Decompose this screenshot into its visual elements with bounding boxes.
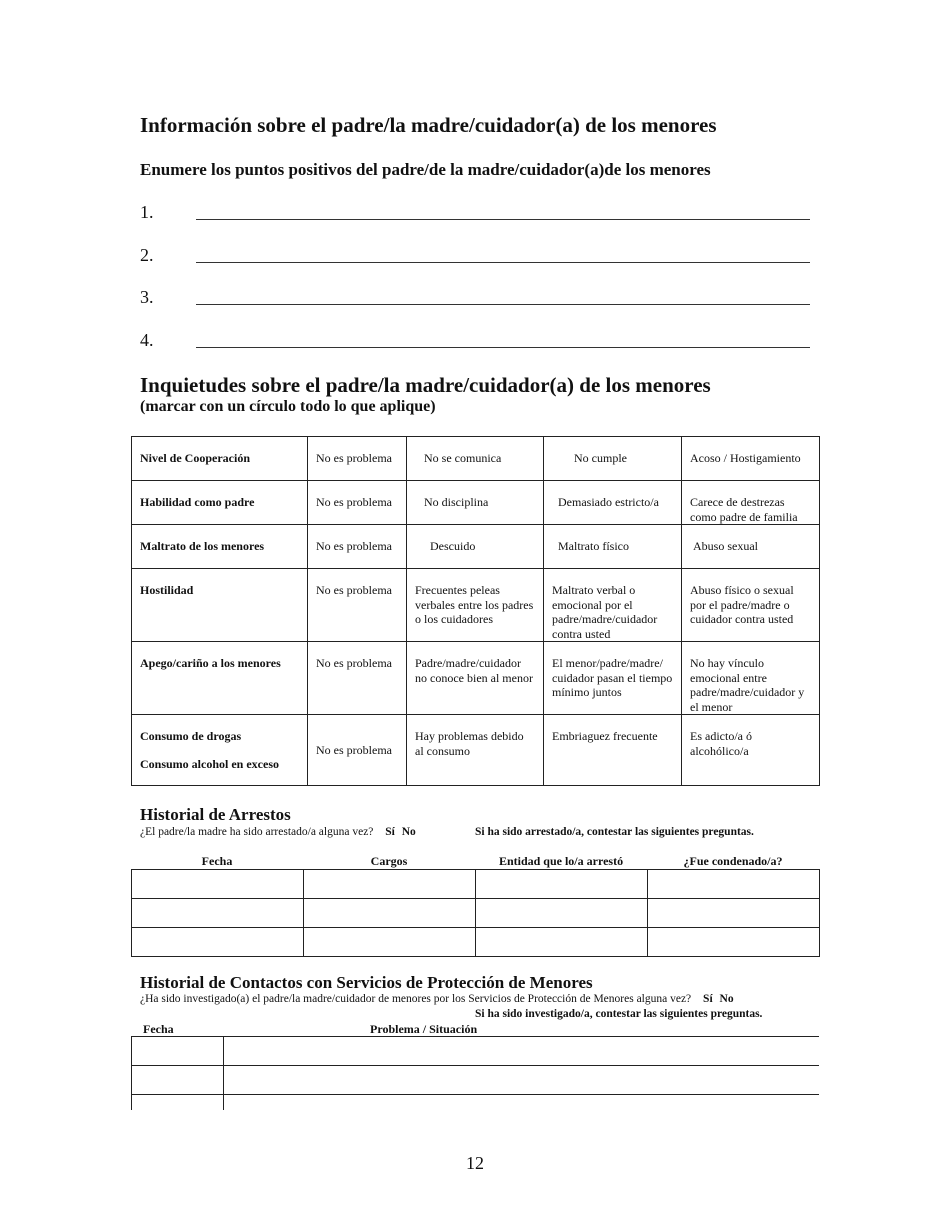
- list-number-1: 1.: [140, 202, 154, 222]
- cps-yes-option[interactable]: Sí: [703, 993, 713, 1005]
- row-label: Habilidad como padre: [132, 481, 308, 525]
- option-cell[interactable]: No es problema: [308, 525, 407, 569]
- answer-line-2[interactable]: [196, 262, 810, 263]
- agency-cell[interactable]: [476, 928, 648, 957]
- concern-row-substance: [132, 715, 820, 786]
- cps-table: [131, 1036, 819, 1110]
- date-cell[interactable]: [132, 870, 304, 899]
- convicted-cell[interactable]: [648, 928, 820, 957]
- option-cell[interactable]: Embriaguez frecuente: [544, 715, 682, 786]
- row-label: Maltrato de los menores: [132, 525, 308, 569]
- column-header-charges: Cargos: [370, 854, 408, 868]
- option-cell[interactable]: No hay vínculo emocional entre padre/madre/cuidador y el menor: [682, 642, 820, 715]
- list-number-2: 2.: [140, 245, 154, 265]
- concern-row-cooperation: [132, 437, 820, 481]
- concern-row-hostility: [132, 569, 820, 642]
- option-cell[interactable]: Abuso físico o sexual por el padre/madre o cuidador contra usted: [682, 569, 820, 642]
- option-cell[interactable]: Carece de destrezas como padre de familia: [682, 481, 820, 525]
- column-header-date: Fecha: [201, 854, 233, 868]
- option-cell[interactable]: Acoso / Hostigamiento: [682, 437, 820, 481]
- row-label-alcohol: Consumo alcohol en exceso: [140, 757, 279, 771]
- option-cell[interactable]: No es problema: [308, 715, 407, 786]
- date-cell[interactable]: [132, 1095, 224, 1111]
- table-row: [132, 1095, 820, 1111]
- page-number: 12: [466, 1153, 484, 1173]
- option-cell[interactable]: No disciplina: [407, 481, 544, 525]
- answer-line-1[interactable]: [196, 219, 810, 220]
- section-title-cps: Historial de Contactos con Servicios de Protección de Menores: [140, 973, 593, 992]
- option-cell[interactable]: No es problema: [308, 569, 407, 642]
- answer-line-4[interactable]: [196, 347, 810, 348]
- section-title-arrests: Historial de Arrestos: [140, 805, 291, 824]
- row-label: Nivel de Cooperación: [132, 437, 308, 481]
- section-title-parent-info: Información sobre el padre/la madre/cuidador(a) de los menores: [140, 113, 717, 137]
- row-label: Apego/cariño a los menores: [132, 642, 308, 715]
- cps-question-text: ¿Ha sido investigado(a) el padre/la madre/cuidador de menores por los Servicios de Protección de Menores alguna vez?: [140, 993, 692, 1005]
- agency-cell[interactable]: [476, 899, 648, 928]
- option-cell[interactable]: No es problema: [308, 642, 407, 715]
- date-cell[interactable]: [132, 899, 304, 928]
- problem-cell[interactable]: [224, 1095, 820, 1111]
- row-label: [132, 715, 308, 786]
- option-cell[interactable]: Descuido: [407, 525, 544, 569]
- concern-row-parenting: [132, 481, 820, 525]
- arrests-table: [131, 869, 820, 957]
- option-cell[interactable]: Abuso sexual: [682, 525, 820, 569]
- table-row: [132, 1066, 820, 1095]
- problem-cell[interactable]: [224, 1037, 820, 1066]
- concerns-table: [131, 436, 820, 786]
- column-header-problem: Problema / Situación: [370, 1022, 478, 1036]
- cps-no-option[interactable]: No: [719, 993, 734, 1005]
- section-subtitle-positives: Enumere los puntos positivos del padre/de la madre/cuidador(a)de los menores: [140, 160, 711, 179]
- row-label-drugs: Consumo de drogas: [140, 729, 242, 743]
- column-header-convicted: ¿Fue condenado/a?: [683, 854, 783, 868]
- option-cell[interactable]: No es problema: [308, 437, 407, 481]
- table-row: [132, 870, 820, 899]
- concern-row-abuse: [132, 525, 820, 569]
- option-cell[interactable]: Es adicto/a ó alcohólico/a: [682, 715, 820, 786]
- table-row: [132, 1037, 820, 1066]
- answer-line-3[interactable]: [196, 304, 810, 305]
- list-number-3: 3.: [140, 287, 154, 307]
- concern-row-attachment: [132, 642, 820, 715]
- column-header-arresting-agency: Entidad que lo/a arrestó: [498, 854, 624, 868]
- charges-cell[interactable]: [304, 928, 476, 957]
- table-row: [132, 928, 820, 957]
- arrest-yes-option[interactable]: Sí: [385, 826, 395, 838]
- arrest-instruction: Si ha sido arrestado/a, contestar las siguientes preguntas.: [475, 826, 754, 838]
- cps-question: [140, 993, 734, 1005]
- date-cell[interactable]: [132, 928, 304, 957]
- option-cell[interactable]: Demasiado estricto/a: [544, 481, 682, 525]
- arrest-question-text: ¿El padre/la madre ha sido arrestado/a alguna vez?: [140, 826, 374, 838]
- convicted-cell[interactable]: [648, 870, 820, 899]
- arrest-no-option[interactable]: No: [401, 826, 416, 838]
- arrest-question: [140, 826, 416, 838]
- option-cell[interactable]: No es problema: [308, 481, 407, 525]
- option-cell[interactable]: No se comunica: [407, 437, 544, 481]
- cps-instruction: Si ha sido investigado/a, contestar las siguientes preguntas.: [475, 1008, 763, 1020]
- agency-cell[interactable]: [476, 870, 648, 899]
- option-cell[interactable]: Frecuentes peleas verbales entre los padres o los cuidadores: [407, 569, 544, 642]
- option-cell[interactable]: Padre/madre/cuidador no conoce bien al menor: [407, 642, 544, 715]
- table-row: [132, 899, 820, 928]
- convicted-cell[interactable]: [648, 899, 820, 928]
- date-cell[interactable]: [132, 1066, 224, 1095]
- option-cell[interactable]: El menor/padre/madre/ cuidador pasan el tiempo mínimo juntos: [544, 642, 682, 715]
- option-cell[interactable]: Maltrato físico: [544, 525, 682, 569]
- cps-table-wrapper: [131, 1036, 819, 1110]
- option-cell[interactable]: Hay problemas debido al consumo: [407, 715, 544, 786]
- row-label: Hostilidad: [132, 569, 308, 642]
- option-cell[interactable]: Maltrato verbal o emocional por el padre/madre/cuidador contra usted: [544, 569, 682, 642]
- date-cell[interactable]: [132, 1037, 224, 1066]
- section-title-concerns: Inquietudes sobre el padre/la madre/cuidador(a) de los menores: [140, 373, 711, 397]
- column-header-date: Fecha: [143, 1022, 174, 1036]
- section-subtitle-concerns: (marcar con un círculo todo lo que aplique): [140, 398, 436, 415]
- charges-cell[interactable]: [304, 899, 476, 928]
- list-number-4: 4.: [140, 330, 154, 350]
- option-cell[interactable]: No cumple: [544, 437, 682, 481]
- problem-cell[interactable]: [224, 1066, 820, 1095]
- charges-cell[interactable]: [304, 870, 476, 899]
